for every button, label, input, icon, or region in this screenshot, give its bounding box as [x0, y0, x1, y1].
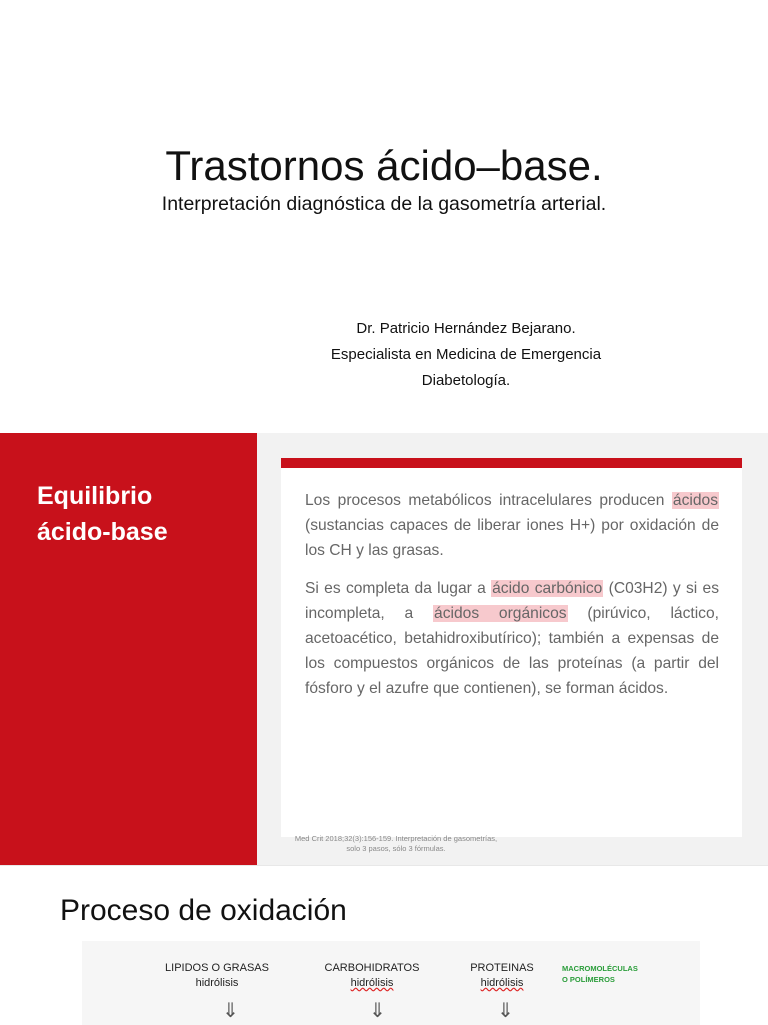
author-subspecialty: Diabetología. — [421, 372, 511, 389]
macromolecules-label — [562, 963, 638, 985]
author-name: Dr. Patricio Hernández Bejarano. — [356, 320, 576, 337]
author-specialty: Especialista en Medicina de Emergencia — [330, 346, 602, 363]
presentation-title: Trastornos ácido–base. — [165, 142, 603, 189]
slide-heading-line2: ácido-base — [37, 518, 168, 546]
column-carbs-label: CARBOHIDRATOS — [324, 962, 420, 974]
author-block — [251, 316, 681, 394]
slide-heading — [37, 478, 247, 550]
double-down-arrow-icon: ⇓ — [497, 1000, 514, 1022]
column-carbs — [302, 961, 442, 991]
column-lipids-sub: hidrólisis — [195, 977, 239, 989]
p2-text-mid: (C03H2) y si es incompleta, a — [305, 580, 719, 622]
title-slide — [0, 0, 768, 433]
content-card — [281, 458, 742, 837]
macromolecules-line2: O POLÍMEROS — [562, 975, 615, 984]
p1-text-start: Los procesos metabólicos intracelulares producen — [305, 492, 672, 509]
equilibrium-slide — [0, 433, 768, 865]
double-down-arrow-icon: ⇓ — [369, 1000, 386, 1022]
slide-title: Proceso de oxidación — [60, 894, 347, 927]
slide-heading-line1: Equilibrio — [37, 482, 153, 510]
paragraph-1 — [305, 488, 719, 563]
citation — [266, 834, 526, 854]
citation-line1: Med Crit 2018;32(3):156-159. Interpretación de gasometrías, — [294, 834, 498, 843]
highlight-acidos: ácidos — [672, 492, 718, 509]
column-proteins-label: PROTEINAS — [470, 962, 534, 974]
column-proteins-sub: hidrólisis — [480, 977, 524, 989]
paragraph-2 — [305, 576, 719, 701]
p1-text-end: (sustancias capaces de liberar iones H+) por oxidación de los CH y las grasas. — [305, 517, 719, 559]
highlight-acidos-organicos: ácidos orgánicos — [434, 605, 567, 622]
column-lipids-label: LIPIDOS O GRASAS — [165, 962, 269, 974]
p2-text-end: (pirúvico, láctico, acetoacético, betahidroxibutírico); también a expensas de los compuestos orgánicos de las proteínas (a partir del fósforo y el azufre que contienen), se forman ácidos. — [305, 605, 719, 697]
presentation-subtitle: Interpretación diagnóstica de la gasometría arterial. — [161, 193, 607, 215]
double-down-arrow-icon: ⇓ — [222, 1000, 239, 1022]
highlight-acido-carbonico: ácido carbónico — [492, 580, 603, 597]
column-carbs-sub: hidrólisis — [350, 977, 394, 989]
macromolecules-line1: MACROMOLÉCULAS — [562, 964, 638, 973]
p2-text-start: Si es completa da lugar a — [305, 580, 492, 597]
oxidation-diagram — [82, 941, 700, 1025]
column-lipids — [152, 961, 282, 991]
card-accent-bar — [281, 458, 742, 468]
column-proteins — [457, 961, 547, 991]
oxidation-slide — [0, 865, 768, 1025]
citation-line2: solo 3 pasos, sólo 3 fórmulas. — [346, 844, 446, 853]
